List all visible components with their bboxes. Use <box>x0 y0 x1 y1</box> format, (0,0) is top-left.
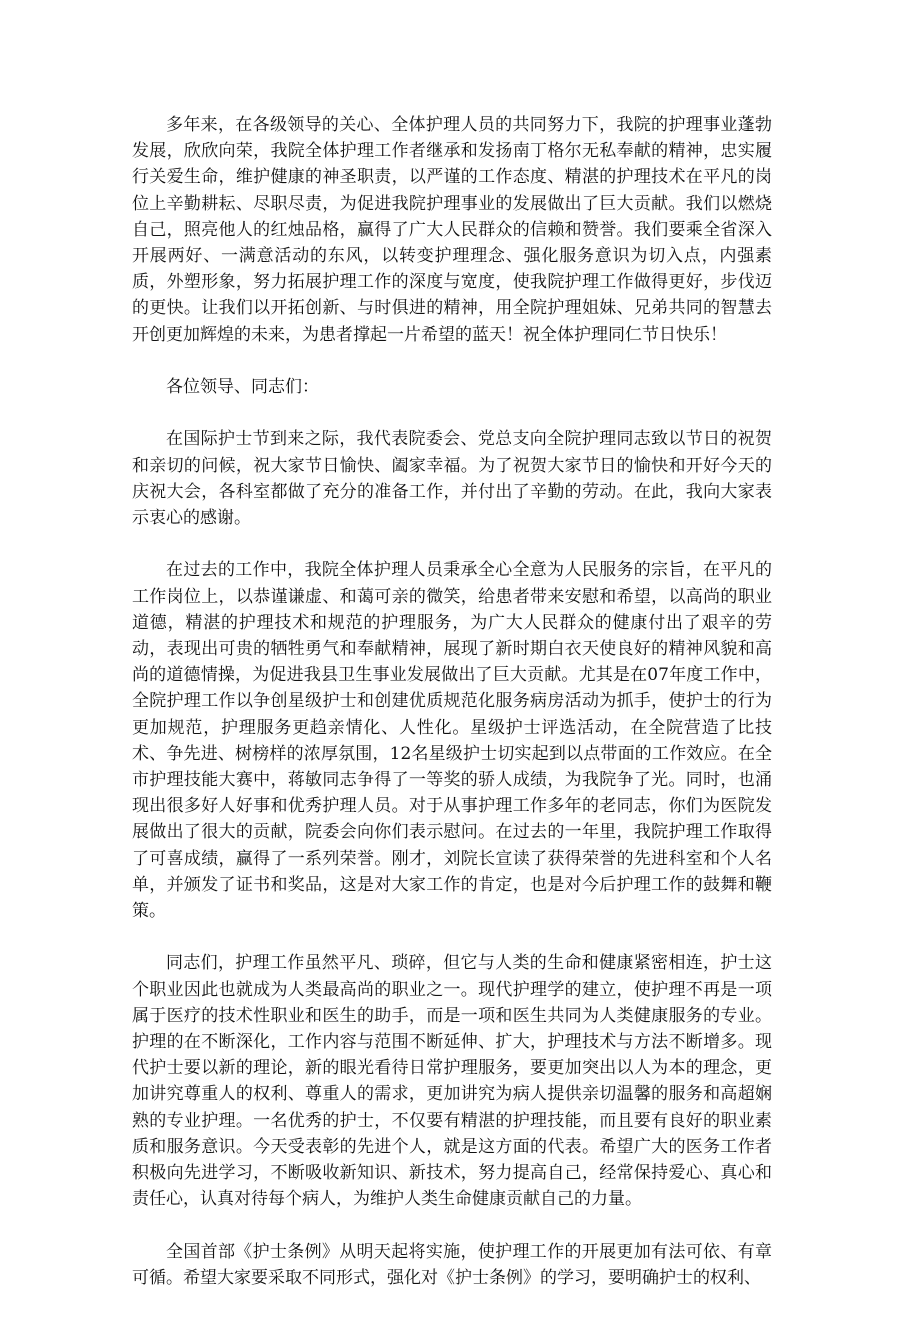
paragraph-greeting: 在国际护士节到来之际，我代表院委会、党总支向全院护理同志致以节日的祝贺和亲切的问候，祝大家节日愉快、阖家幸福。为了祝贺大家节日的愉快和开好今天的庆祝大会，各科室都做了充分的准备工作，并付出了辛勤的劳动。在此，我向大家表示衷心的感谢。 <box>132 429 772 529</box>
document-body <box>132 112 772 1317</box>
paragraph-achievements: 在过去的工作中，我院全体护理人员秉承全心全意为人民服务的宗旨，在平凡的工作岗位上，以恭谨谦虚、和蔼可亲的微笑，给患者带来安慰和希望，以高尚的职业道德，精湛的护理技术和规范的护理服务，为广大人民群众的健康付出了艰辛的劳动，表现出可贵的牺牲勇气和奉献精神，展现了新时期白衣天使良好的精神风貌和高尚的道德情操，为促进我县卫生事业发展做出了巨大贡献。尤其是在07年度工作中，全院护理工作以争创星级护士和创建优质规范化服务病房活动为抓手，使护士的行为更加规范，护理服务更趋亲情化、人性化。星级护士评选活动，在全院营造了比技术、争先进、树榜样的浓厚氛围，12名星级护士切实起到以点带面的工作效应。在全市护理技能大赛中，蒋敏同志争得了一等奖的骄人成绩，为我院争了光。同时，也涌现出很多好人好事和优秀护理人员。对于从事护理工作多年的老同志，你们为医院发展做出了很大的贡献，院委会向你们表示慰问。在过去的一年里，我院护理工作取得了可喜成绩，赢得了一系列荣誉。刚才，刘院长宣读了获得荣誉的先进科室和个人名单，并颁发了证书和奖品，这是对大家工作的肯定，也是对今后护理工作的鼓舞和鞭策。 <box>132 560 772 922</box>
paragraph-nurse-regulations: 全国首部《护士条例》从明天起将实施，使护理工作的开展更加有法可依、有章可循。希望大家要采取不同形式，强化对《护士条例》的学习，要明确护士的权利、 <box>132 1241 772 1288</box>
salutation: 各位领导、同志们： <box>166 377 319 398</box>
paragraph-intro: 多年来，在各级领导的关心、全体护理人员的共同努力下，我院的护理事业蓬勃发展，欣欣向荣，我院全体护理工作者继承和发扬南丁格尔无私奉献的精神，忠实履行关爱生命，维护健康的神圣职责，以严谨的工作态度、精湛的护理技术在平凡的岗位上辛勤耕耘、尽职尽责，为促进我院护理事业的发展做出了巨大贡献。我们以燃烧自己，照亮他人的红烛品格，赢得了广大人民群众的信赖和赞誉。我们要乘全省深入开展两好、一满意活动的东风，以转变护理理念、强化服务意识为切入点，内强素质，外塑形象，努力拓展护理工作的深度与宽度，使我院护理工作做得更好，步伐迈的更快。让我们以开拓创新、与时俱进的精神，用全院护理姐妹、兄弟共同的智慧去开创更加辉煌的未来，为患者撑起一片希望的蓝天！祝全体护理同仁节日快乐！ <box>132 115 772 345</box>
paragraph-nursing-profession: 同志们，护理工作虽然平凡、琐碎，但它与人类的生命和健康紧密相连，护士这个职业因此也就成为人类最高尚的职业之一。现代护理学的建立，使护理不再是一项属于医疗的技术性职业和医生的助手，而是一项和医生共同为人类健康服务的专业。护理的在不断深化，工作内容与范围不断延伸、扩大，护理技术与方法不断增多。现代护士要以新的理论，新的眼光看待日常护理服务，要更加突出以人为本的理念，更加讲究尊重人的权利、尊重人的需求，更加讲究为病人提供亲切温馨的服务和高超娴熟的专业护理。一名优秀的护士，不仅要有精湛的护理技能，而且要有良好的职业素质和服务意识。今天受表彰的先进个人，就是这方面的代表。希望广大的医务工作者积极向先进学习，不断吸收新知识、新技术，努力提高自己，经常保持爱心、真心和责任心，认真对待每个病人，为维护人类生命健康贡献自己的力量。 <box>132 953 772 1210</box>
